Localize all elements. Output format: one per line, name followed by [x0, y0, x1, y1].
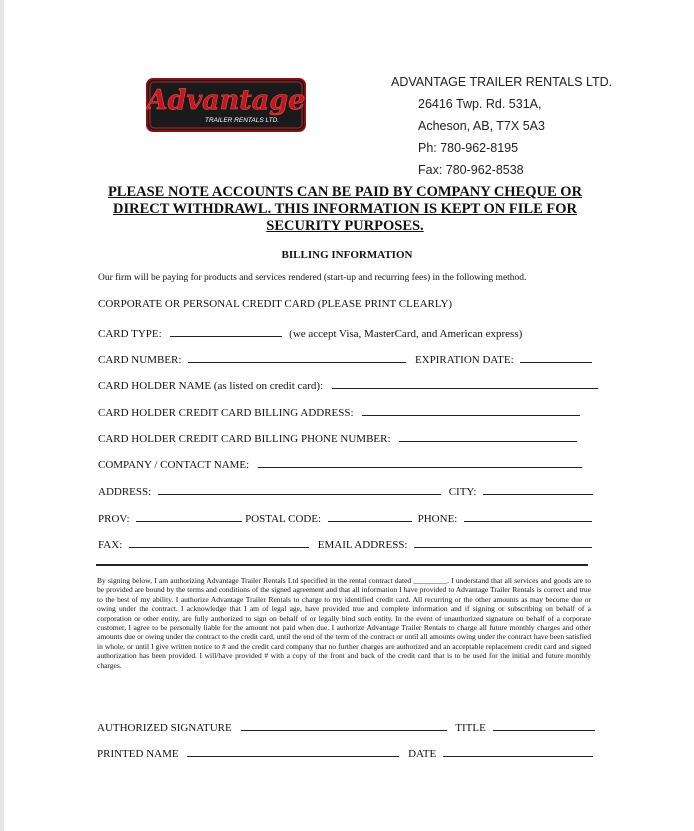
phone-field[interactable] — [464, 510, 592, 522]
holder-name-field[interactable] — [332, 377, 598, 389]
billing-phone-field[interactable] — [399, 430, 577, 442]
billing-phone-row — [98, 430, 577, 445]
card-type-field[interactable] — [170, 325, 282, 337]
company-contact-row — [98, 456, 582, 471]
phone-label: PHONE: — [417, 513, 458, 525]
prov-row — [98, 510, 592, 525]
prov-label: PROV: — [98, 513, 130, 525]
signature-row — [97, 719, 595, 734]
city-label: CITY: — [448, 486, 477, 498]
logo-sub: TRAILER RENTALS LTD. — [204, 117, 280, 124]
card-type-note: (we accept Visa, MasterCard, and American express) — [289, 328, 523, 340]
billing-title: BILLING INFORMATION — [281, 249, 413, 261]
postal-label: POSTAL CODE: — [245, 513, 322, 525]
expiration-field[interactable] — [520, 351, 592, 363]
date-field[interactable] — [443, 745, 593, 757]
scan-edge — [0, 0, 4, 831]
company-name: ADVANTAGE TRAILER RENTALS LTD. — [391, 75, 613, 89]
expiration-label: EXPIRATION DATE: — [414, 354, 514, 366]
billing-phone-label: CARD HOLDER CREDIT CARD BILLING PHONE NUMBER: — [98, 433, 391, 445]
notice-line-2: DIRECT WITHDRAWL. THIS INFORMATION IS KEPT ON FILE FOR — [113, 201, 577, 217]
card-number-row — [98, 351, 592, 366]
card-type-label: CARD TYPE: — [98, 328, 162, 340]
holder-name-label: CARD HOLDER NAME (as listed on credit card): — [98, 380, 324, 392]
fax-label: FAX: — [98, 539, 123, 551]
advantage-logo — [146, 78, 306, 132]
address-label: ADDRESS: — [98, 486, 152, 498]
card-type-row — [98, 325, 522, 340]
authorization-terms: By signing below, I am authorizing Advantage Trailer Rentals Ltd specified in the rental contract dated _________. I understand that all services and goods are to be provided are bound by the terms and conditions of the signed agreement and that all information I have provided to Advantage Trailer Rentals is correct and true to the best of my ability. I authorize Advantage Trailer Rentals to charge to my identified credit card. All recurring or the other amounts as may become due or owing under the contract. I acknowledge that I am of legal age, have provided true and complete information and if signing or subscribing on behalf of a corporation or other entity, are fully authorized to sign on behalf of or legally bind such entity. In the event of unauthorized signature on behalf of a corporate customer, I agree to be personally liable for the amount not paid when due. I authorize Advantage Trailer Rentals to charge all future monthly charges and other amounts due or owing under the contract to the credit card, until the end of the term of the contract or until all amounts owing under the contract have been satisfied in whole, or until I give written notice to # and the credit card company that no further charges are authorized and an acceptable replacement credit card and signed authorization has been provided. I will/have provided # with a copy of the front and back of the credit card that is to be used for the initial and future monthly charges. — [97, 576, 591, 670]
authorized-signature-field[interactable] — [241, 719, 447, 731]
address-field[interactable] — [158, 483, 441, 495]
section-divider — [96, 564, 588, 566]
prov-field[interactable] — [136, 510, 242, 522]
address-row — [98, 483, 593, 498]
billing-intro: Our firm will be paying for products and services rendered (start-up and recurring fees) in the following method. — [98, 273, 527, 283]
company-contact-label: COMPANY / CONTACT NAME: — [98, 459, 250, 471]
fax-field[interactable] — [129, 536, 309, 548]
printed-name-field[interactable] — [187, 745, 399, 757]
notice-line-3: SECURITY PURPOSES. — [266, 218, 424, 234]
company-contact-field[interactable] — [258, 456, 582, 468]
date-label: DATE — [408, 748, 437, 760]
holder-name-row — [98, 377, 598, 392]
city-field[interactable] — [483, 483, 593, 495]
title-field[interactable] — [493, 719, 595, 731]
company-phone: Ph: 780-962-8195 — [418, 141, 519, 155]
billing-address-row — [98, 404, 580, 419]
company-street: 26416 Twp. Rd. 531A, — [418, 97, 542, 111]
company-fax: Fax: 780-962-8538 — [418, 163, 524, 177]
notice-line-1: PLEASE NOTE ACCOUNTS CAN BE PAID BY COMPANY CHEQUE OR — [107, 184, 583, 200]
billing-address-label: CARD HOLDER CREDIT CARD BILLING ADDRESS: — [98, 407, 354, 419]
postal-field[interactable] — [328, 510, 412, 522]
fax-row — [98, 536, 592, 551]
email-label: EMAIL ADDRESS: — [317, 539, 408, 551]
printed-name-label: PRINTED NAME — [97, 748, 179, 760]
authorized-signature-label: AUTHORIZED SIGNATURE — [97, 722, 232, 734]
company-city: Acheson, AB, T7X 5A3 — [418, 119, 545, 133]
printed-name-row — [97, 745, 593, 760]
billing-address-field[interactable] — [362, 404, 580, 416]
card-number-field[interactable] — [188, 351, 406, 363]
card-heading: CORPORATE OR PERSONAL CREDIT CARD (PLEASE PRINT CLEARLY) — [98, 298, 453, 310]
logo-brand: Advantage — [146, 85, 306, 116]
payment-notice — [80, 184, 610, 235]
email-field[interactable] — [414, 536, 592, 548]
card-number-label: CARD NUMBER: — [98, 354, 182, 366]
title-label: TITLE — [455, 722, 486, 734]
